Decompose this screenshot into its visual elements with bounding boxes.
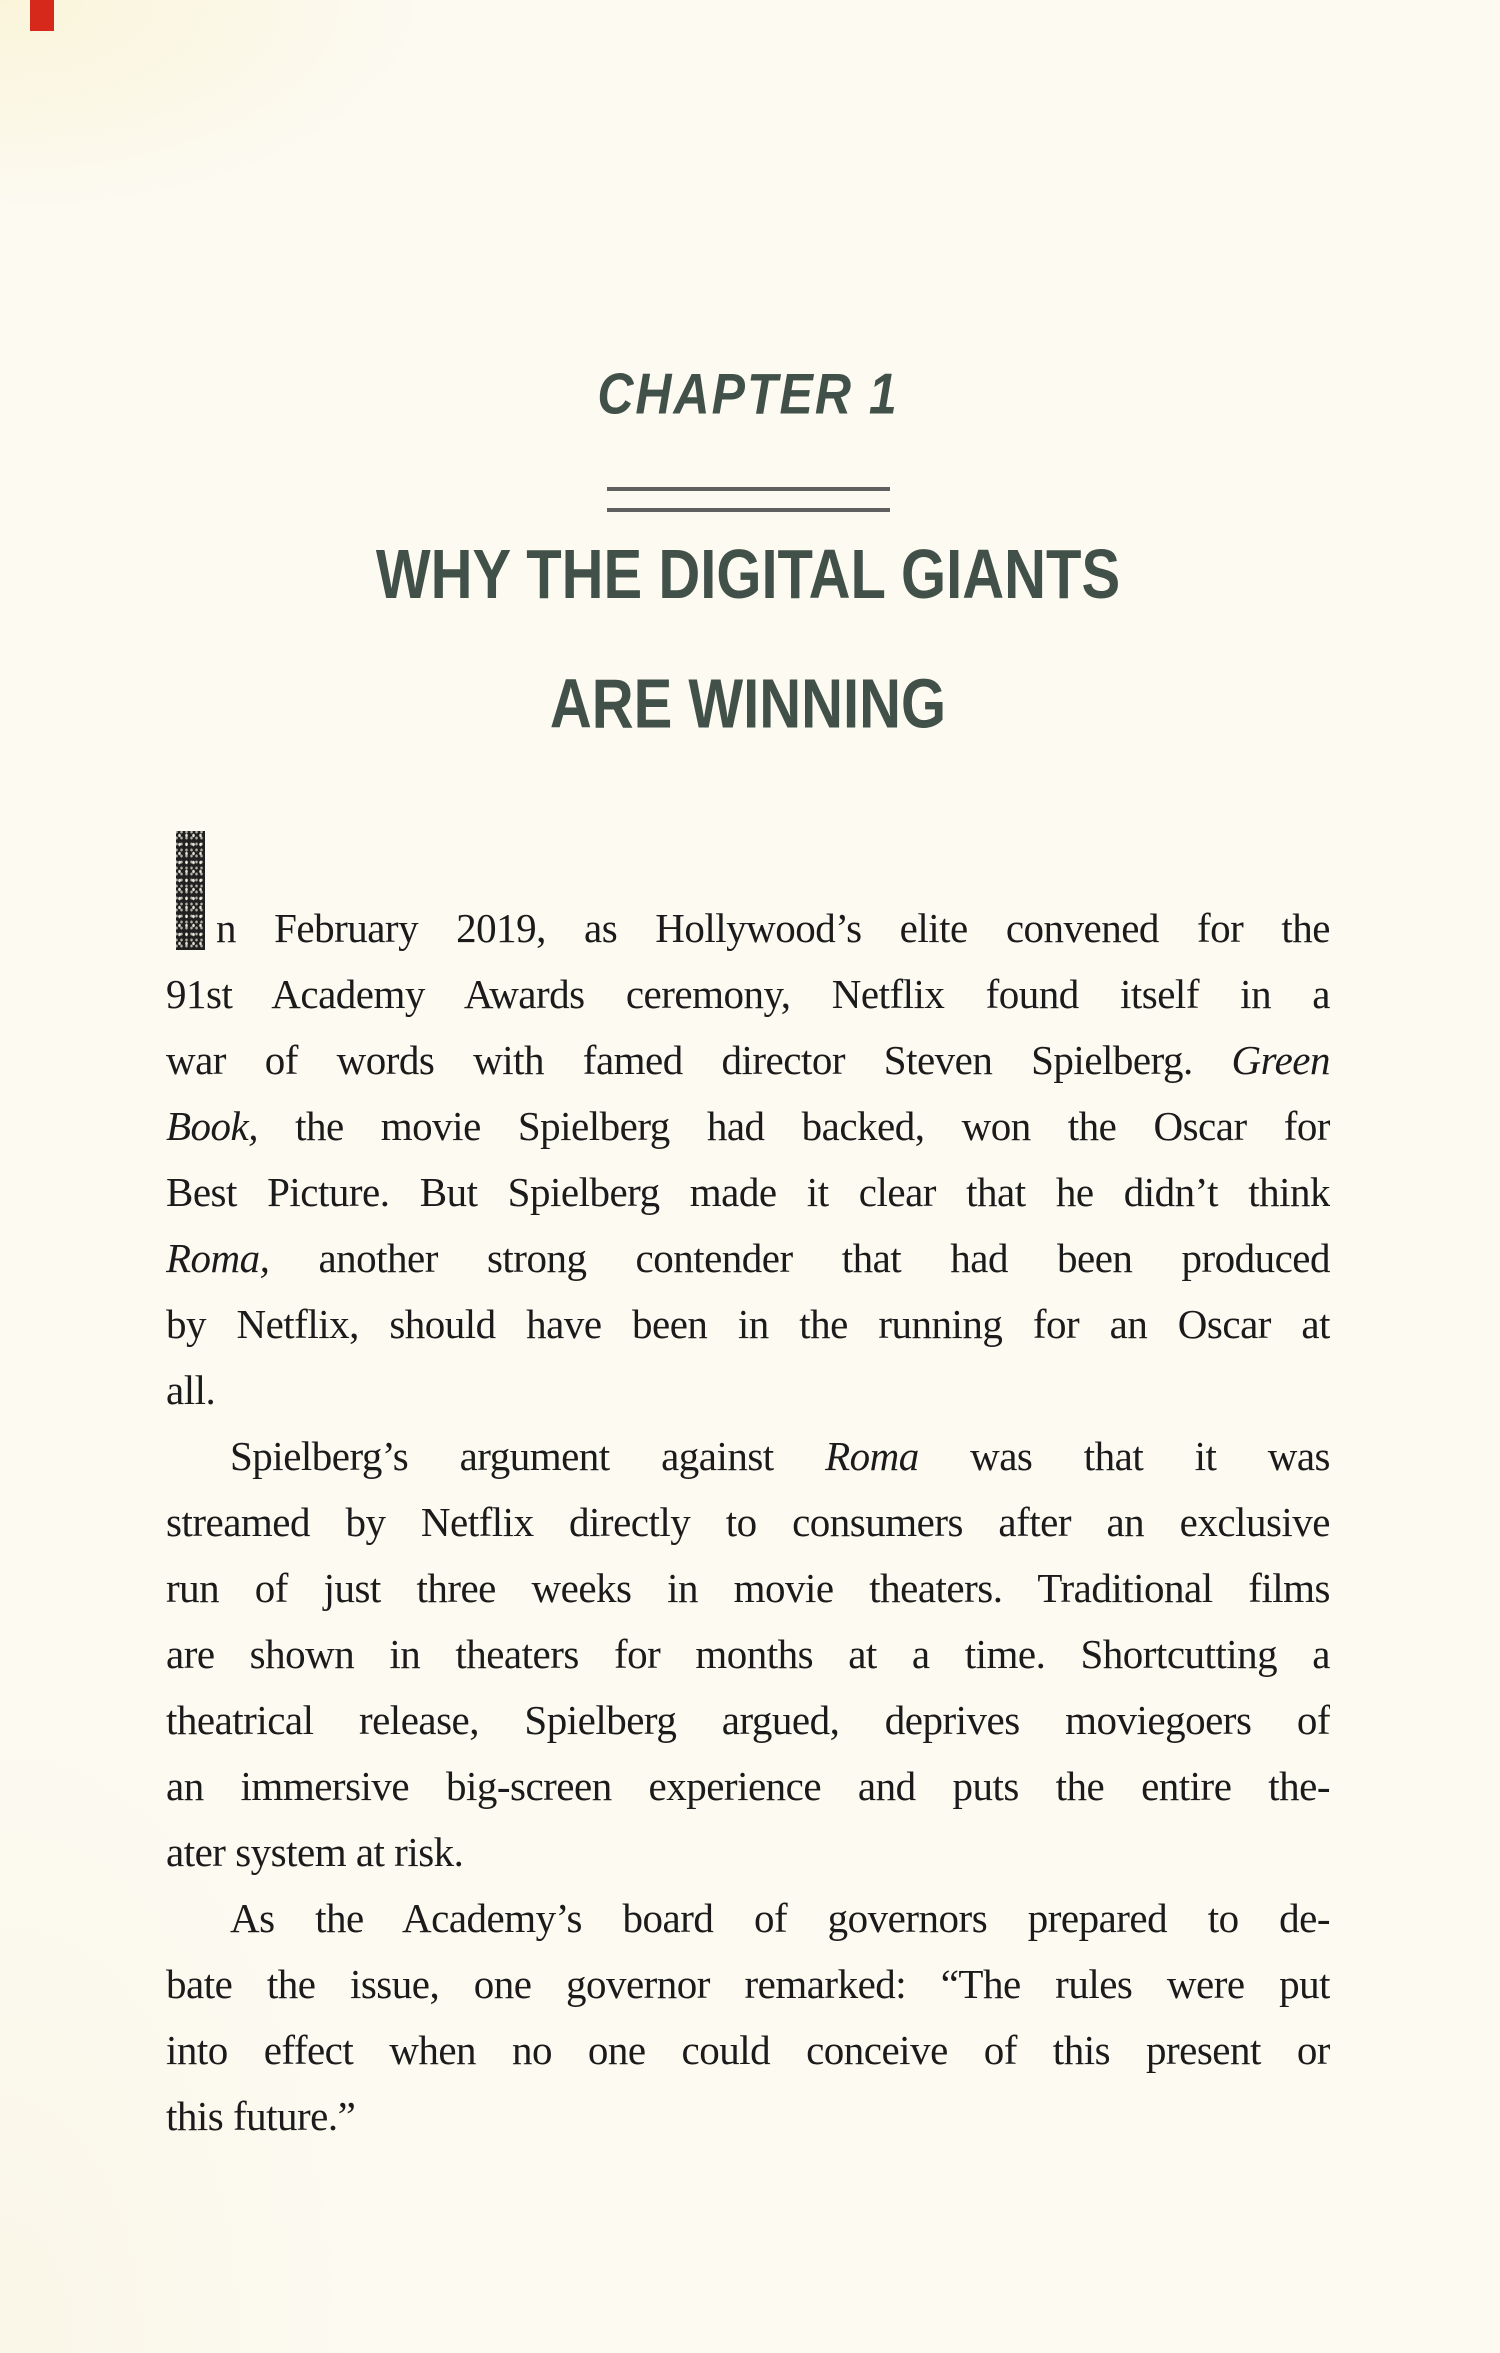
- text-line: [166, 961, 1330, 1027]
- body-text: [166, 895, 1330, 2149]
- text-segment: bate the issue, one governor remarked: “The rules were put: [166, 1961, 1330, 2007]
- chapter-title-line-1: WHY THE DIGITAL GIANTS: [375, 535, 1121, 614]
- scan-red-mark: [30, 0, 54, 31]
- italic-text-segment: Roma: [825, 1433, 919, 1479]
- text-line: [166, 1225, 1330, 1291]
- text-segment: another strong contender that had been produced: [269, 1235, 1330, 1281]
- text-segment: was that it was: [918, 1433, 1330, 1479]
- text-segment: into effect when no one could conceive of this present or: [166, 2027, 1330, 2073]
- text-segment: Spielberg’s argument against: [230, 1433, 826, 1479]
- text-segment: theatrical release, Spielberg argued, deprives moviegoers of: [166, 1697, 1330, 1743]
- text-line: [166, 895, 1330, 961]
- text-segment: ater system at risk.: [166, 1829, 464, 1875]
- text-segment: war of words with famed director Steven Spielberg.: [166, 1037, 1232, 1083]
- text-segment: n February 2019, as Hollywood’s elite convened for the: [216, 905, 1330, 951]
- chapter-heading: CHAPTER 1: [597, 361, 899, 427]
- text-line: [166, 1951, 1330, 2017]
- text-segment: run of just three weeks in movie theaters. Traditional films: [166, 1565, 1330, 1611]
- text-line: [166, 1621, 1330, 1687]
- divider-line-top: [607, 487, 890, 491]
- text-line: [166, 1819, 1330, 1885]
- italic-text-segment: Green: [1231, 1037, 1330, 1083]
- text-line: [166, 1291, 1330, 1357]
- text-line: [166, 1423, 1330, 1489]
- text-segment: As the Academy’s board of governors prepared to de-: [230, 1895, 1330, 1941]
- text-segment: an immersive big-screen experience and puts the entire the-: [166, 1763, 1330, 1809]
- text-line: [166, 1093, 1330, 1159]
- text-segment: this future.”: [166, 2093, 356, 2139]
- text-line: [166, 1555, 1330, 1621]
- text-line: [166, 1357, 1330, 1423]
- text-segment: by Netflix, should have been in the running for an Oscar at: [166, 1301, 1330, 1347]
- text-line: [166, 1159, 1330, 1225]
- text-line: [166, 1885, 1330, 1951]
- text-line: [166, 2083, 1330, 2149]
- text-line: [166, 1687, 1330, 1753]
- chapter-title: [166, 510, 1330, 769]
- text-line: [166, 2017, 1330, 2083]
- text-segment: are shown in theaters for months at a time. Shortcutting a: [166, 1631, 1330, 1677]
- text-segment: Best Picture. But Spielberg made it clear that he didn’t think: [166, 1169, 1330, 1215]
- text-segment: 91st Academy Awards ceremony, Netflix found itself in a: [166, 971, 1330, 1017]
- text-column: [166, 0, 1330, 2353]
- chapter-title-line-2: ARE WINNING: [549, 665, 947, 744]
- text-segment: streamed by Netflix directly to consumers after an exclusive: [166, 1499, 1330, 1545]
- text-segment: all.: [166, 1367, 216, 1413]
- chapter-divider: [166, 487, 1330, 512]
- italic-text-segment: Roma,: [166, 1235, 270, 1281]
- text-line: [166, 1753, 1330, 1819]
- text-line: [166, 1027, 1330, 1093]
- italic-text-segment: Book,: [166, 1103, 258, 1149]
- text-line: [166, 1489, 1330, 1555]
- text-segment: the movie Spielberg had backed, won the Oscar for: [258, 1103, 1330, 1149]
